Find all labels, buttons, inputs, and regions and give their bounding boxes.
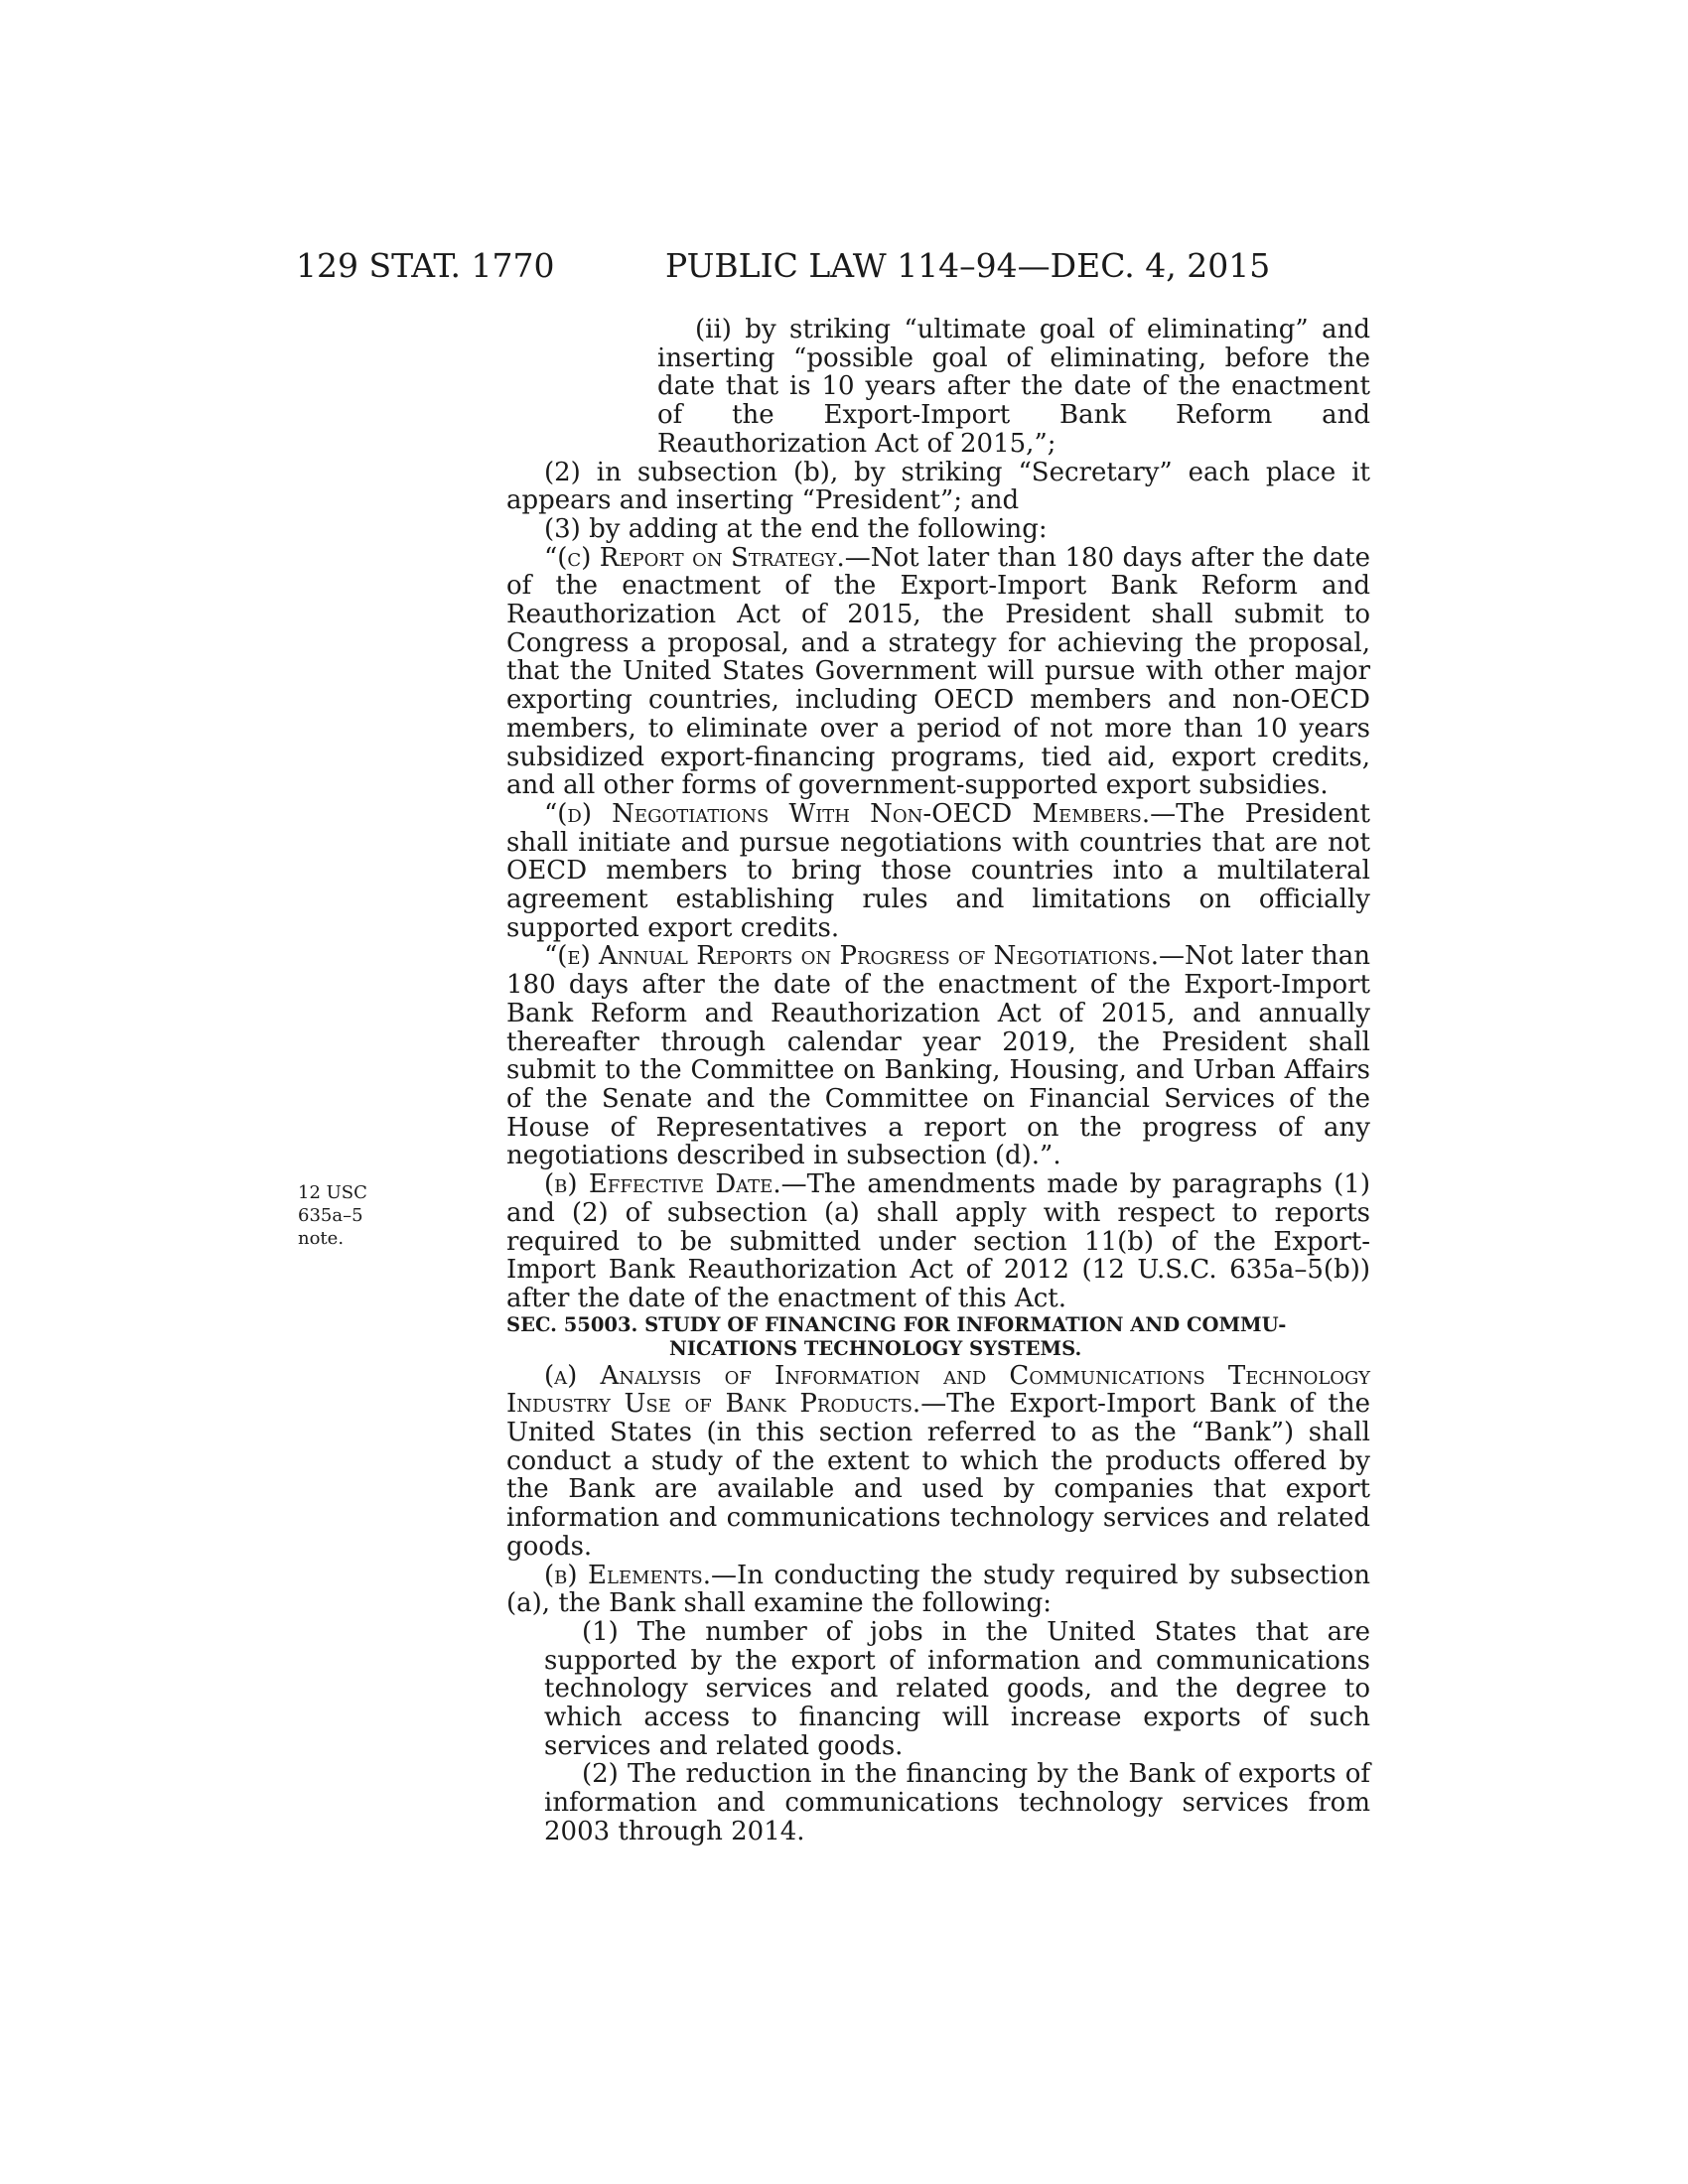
subsection-d (506, 800, 1370, 943)
paragraph-2: (2) in subsection (b), by striking “Secretary” each place it appears and inserting “President”; and (506, 457, 1370, 516)
section-heading (506, 1313, 1370, 1362)
section-heading-line1: SEC. 55003. STUDY OF FINANCING FOR INFORMATION AND COMMU- (506, 1312, 1287, 1336)
subsection-e (506, 942, 1370, 1170)
element-2: (2) The reduction in the financing by the Bank of exports of information and communications technology services from 2003 through 2014. (544, 1759, 1370, 1846)
study-subsection-b-heading: (b) Elements. (544, 1560, 712, 1590)
study-subsection-b (506, 1562, 1370, 1618)
margin-note-citation: 12 USC 635a–5 (298, 1182, 367, 1226)
effective-date (506, 1170, 1370, 1313)
subsection-e-text: —Not later than 180 days after the date of the enactment of the Export-Import Bank Reform and Reauthorization Act of 2015, and annually thereafter through calendar year 2019, the President shall submit to the Committee on Banking, Housing, and Urban Affairs of the Senate and the Committee on Financial Services of the House of Representatives a report on the progress of any negotiations described in subsection (d).”. (506, 941, 1370, 1171)
subsection-e-heading: “(e) Annual Reports on Progress of Negotiations. (544, 941, 1159, 972)
paragraph-ii: (ii) by striking “ultimate goal of eliminating” and inserting “possible goal of eliminating, before the date that is 10 years after the date of the enactment of the Export-Import Bank Reform and Reauthorization Act of 2015,”; (657, 315, 1370, 459)
effective-date-heading: (b) Effective Date. (544, 1169, 781, 1200)
public-law-title: PUBLIC LAW 114–94—DEC. 4, 2015 (665, 246, 1271, 285)
margin-note (298, 1181, 417, 1250)
margin-note-label: note. (298, 1228, 345, 1249)
element-1: (1) The number of jobs in the United States that are supported by the export of information and communications technology services and related goods, and the degree to which access to financing will increase exports of such services and related goods. (544, 1616, 1370, 1761)
subsection-c-heading: “(c) Report on Strategy. (544, 542, 845, 573)
study-subsection-b-text: —In conducting the study required by subsection (a), the Bank shall examine the following: (506, 1560, 1371, 1619)
subsection-c-text: —Not later than 180 days after the date of the enactment of the Export-Import Bank Reform and Reauthorization Act of 2015, the President shall submit to Congress a proposal, and a strategy for achieving the proposal, that the United States Government will pursue with other major exporting countries, including OECD members and non-OECD members, to eliminate over a period of not more than 10 years subsidized export-financing programs, tied aid, export credits, and all other forms of government-supported export subsidies. (506, 542, 1370, 801)
study-subsection-a (506, 1362, 1370, 1562)
paragraph-3: (3) by adding at the end the following: (544, 513, 1048, 544)
study-subsection-a-heading: (a) Analysis of Information and Communications Technology Industry Use of Bank Products. (506, 1360, 1370, 1420)
study-subsection-a-text: —The Export-Import Bank of the United States (in this section referred to as the “Bank”) shall conduct a study of the extent to which the products offered by the Bank are available and used by companies that export information and communications technology services and related goods. (506, 1389, 1370, 1562)
section-heading-line2: NICATIONS TECHNOLOGY SYSTEMS. (669, 1337, 1082, 1361)
subsection-c (506, 544, 1370, 800)
page-header (0, 246, 1688, 296)
effective-date-text: —The amendments made by paragraphs (1) and (2) of subsection (a) shall apply with respect to reports required to be submitted under section 11(b) of the Export-Import Bank Reauthorization Act of 2012 (12 U.S.C. 635a–5(b)) after the date of the enactment of this Act. (506, 1169, 1370, 1313)
subsection-d-heading: “(d) Negotiations With Non-OECD Members. (544, 798, 1151, 829)
document-body (506, 316, 1370, 1846)
subsection-d-text: —The President shall initiate and pursue negotiations with countries that are not OECD members to bring those countries into a multilateral agreement establishing rules and limitations on officially supported export credits. (506, 798, 1370, 943)
stat-page-number: 129 STAT. 1770 (296, 246, 555, 285)
